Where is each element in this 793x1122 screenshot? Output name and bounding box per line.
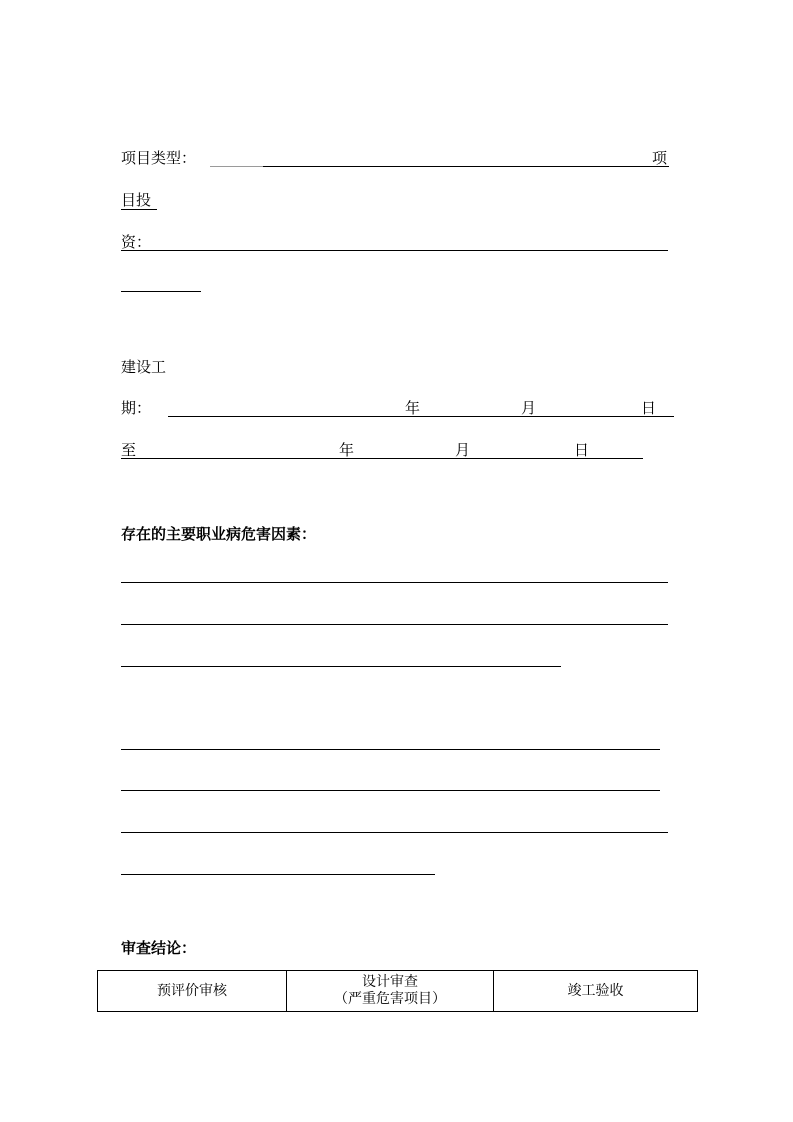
review-cell-label: 设计审查	[362, 974, 418, 990]
blank-line-2[interactable]	[121, 790, 660, 791]
project-investment-label-part3: 资：	[121, 233, 152, 251]
review-cell-design-review	[287, 971, 494, 1012]
construction-period-label-part2: 期：	[121, 399, 152, 417]
project-investment-underline	[121, 209, 157, 210]
hazard-factors-line-1[interactable]	[121, 582, 668, 583]
review-cell-completion-acceptance	[494, 971, 698, 1012]
start-day-unit: 日	[641, 399, 657, 417]
start-month-unit: 月	[521, 399, 537, 417]
review-cell-label: 竣工验收	[567, 982, 624, 999]
end-date-field[interactable]	[121, 458, 643, 459]
project-type-label: 项目类型：	[121, 149, 197, 167]
blank-line-1[interactable]	[121, 749, 660, 750]
hazard-factors-label: 存在的主要职业病危害因素：	[121, 525, 317, 543]
blank-line-3[interactable]	[121, 832, 668, 833]
review-cell-sublabel: （严重危害项目）	[334, 991, 446, 1007]
start-date-field[interactable]	[168, 416, 674, 417]
construction-period-label-part1: 建设工	[121, 358, 167, 376]
review-table	[97, 970, 698, 1012]
end-month-unit: 月	[455, 441, 471, 459]
project-investment-label-part1: 项	[652, 149, 668, 167]
end-day-unit: 日	[574, 441, 590, 459]
review-table-row	[98, 971, 698, 1012]
to-label: 至	[121, 441, 137, 459]
project-investment-label-part2: 目投	[121, 191, 152, 209]
hazard-factors-line-2[interactable]	[121, 624, 668, 625]
start-year-unit: 年	[405, 399, 421, 417]
review-cell-pre-evaluation	[98, 971, 287, 1012]
review-cell-label: 预评价审核	[157, 982, 227, 999]
project-type-field-prefix[interactable]	[210, 166, 263, 167]
hazard-factors-line-3[interactable]	[121, 666, 561, 667]
project-investment-field[interactable]	[121, 250, 668, 251]
project-investment-field-continued[interactable]	[121, 291, 201, 292]
end-year-unit: 年	[339, 441, 355, 459]
blank-line-4[interactable]	[121, 874, 435, 875]
project-type-field[interactable]	[263, 166, 669, 167]
review-conclusion-label: 审查结论：	[121, 939, 197, 957]
